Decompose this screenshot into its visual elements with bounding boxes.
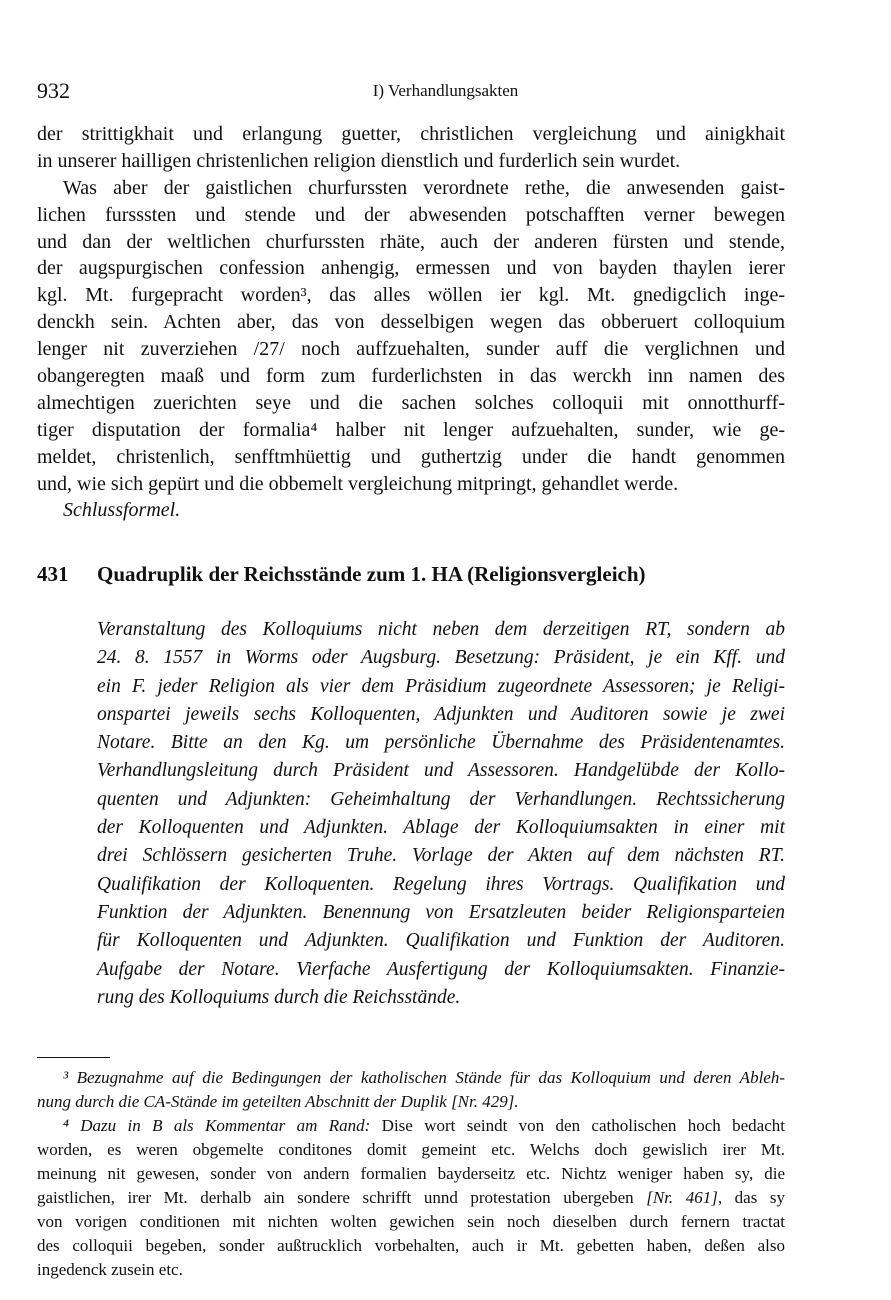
footnote-text: des colloquii begeben, sonder außtrucklich vorbehalten, auch ir Mt. gebetten haben, deßen also [37, 1236, 785, 1255]
footnote-divider [37, 1057, 110, 1058]
footnote-line [37, 1162, 785, 1186]
footnote-text: worden, es weren obgemelte conditones domit gemeint etc. Welchs doch gewislich irer Mt. [37, 1140, 785, 1159]
footnote-text: ingedenck zusein etc. [37, 1260, 183, 1279]
running-head: I) Verhandlungsakten [372, 81, 519, 100]
summary-line: der Kolloquenten und Adjunkten. Ablage der Kolloquiumsakten in einer mit [97, 817, 785, 839]
footnote-text: ³ Bezugnahme auf die Bedingungen der katholischen Stände für das Kolloquium und deren Ableh- [63, 1068, 785, 1087]
body-line: lichen fursssten und stende und der abwesenden potschafften verner bewegen [37, 203, 785, 226]
summary-line: Funktion der Adjunkten. Benennung von Ersatzleuten beider Religionsparteien [97, 901, 785, 923]
section-title: Quadruplik der Reichsstände zum 1. HA (Religionsvergleich) [97, 562, 646, 586]
page-number: 932 [37, 78, 70, 103]
summary-line: quenten und Adjunkten: Geheimhaltung der Verhandlungen. Rechtssicherung [97, 788, 785, 810]
summary-line: Verhandlungsleitung durch Präsident und Assessoren. Handgelübde der Kollo- [97, 760, 785, 782]
footnote-line [37, 1138, 785, 1162]
summary-line: Aufgabe der Notare. Vierfache Ausfertigung der Kolloquiumsakten. Finanzie- [97, 958, 785, 980]
footnote-line [37, 1090, 785, 1114]
footnote-text: [Nr. 461] [646, 1188, 718, 1207]
body-line: der strittigkhait und erlangung guetter, christlichen vergleichung und ainigkhait [37, 123, 785, 145]
body-line: lenger nit zuverziehen /27/ noch auffzuehalten, sunder auff die verglichnen und [37, 338, 785, 361]
closing-formula: Schlussformel. [63, 499, 181, 522]
footnote-line [37, 1186, 785, 1210]
summary-line: drei Schlössern gesicherten Truhe. Vorlage der Akten auf dem nächsten RT. [97, 845, 785, 867]
footnote-line [37, 1234, 785, 1258]
summary-line: ein F. jeder Religion als vier dem Präsidium zugeordnete Assessoren; je Religi- [97, 675, 785, 697]
section-summary [97, 616, 785, 1012]
footnotes [37, 1066, 785, 1282]
footnote-line [37, 1210, 785, 1234]
summary-line: rung des Kolloquiums durch die Reichsstände. [97, 986, 461, 1008]
summary-line: 24. 8. 1557 in Worms oder Augsburg. Besetzung: Präsident, je ein Kff. und [97, 647, 785, 669]
footnote-text: meinung nit gewesen, sonder von andern formalien bayderseitz etc. Nichtz weniger haben sy, die [37, 1164, 785, 1183]
body-line: denckh sein. Achten aber, das von desselbigen wegen das obberuert colloquium [37, 311, 785, 334]
summary-line: Notare. Bitte an den Kg. um persönliche Übernahme des Präsidentenamtes. [97, 732, 785, 754]
footnote-text: , das sy [717, 1188, 785, 1207]
body-line: tiger disputation der formalia⁴ halber nit lenger aufzuehalten, sunder, wie ge- [37, 418, 785, 441]
footnote-text: Dise wort seindt von den catholischen hoch bedacht [370, 1116, 785, 1135]
footnote-text: ⁴ Dazu in B als Kommentar am Rand: [63, 1116, 371, 1135]
footnote-line [37, 1258, 785, 1282]
summary-line: Veranstaltung des Kolloquiums nicht neben dem derzeitigen RT, sondern ab [97, 619, 785, 640]
footnote-line [37, 1114, 785, 1138]
summary-line: onspartei jeweils sechs Kolloquenten, Adjunkten und Auditoren sowie je zwei [97, 703, 785, 725]
body-line: meldet, christenlich, senfftmhüettig und guthertzig under die handt genommen [37, 445, 785, 468]
summary-line: für Kolloquenten und Adjunkten. Qualifikation und Funktion der Auditoren. [97, 930, 785, 952]
body-line: Was aber der gaistlichen churfurssten verordnete rethe, die anwesenden gaist- [63, 176, 785, 199]
body-line: obangeregten maaß und form zum furderlichsten in das werckh inn namen des [37, 365, 785, 388]
footnote-text: gaistlichen, irer Mt. derhalb ain sondere schrifft unnd protestation ubergeben [37, 1188, 647, 1207]
footnote-text: nung durch die CA-Stände im geteilten Abschnitt der Duplik [Nr. 429]. [37, 1092, 519, 1111]
body-line: almechtigen zuerichten seye und die sachen solches colloquii mit onnotthurff- [37, 391, 785, 414]
footnote-line [37, 1066, 785, 1090]
body-line: und, wie sich gepürt und die obbemelt vergleichung mitpringt, gehandlet werde. [37, 472, 679, 495]
body-line: in unserer hailligen christenlichen religion dienstlich und furderlich sein wurdet. [37, 149, 681, 172]
body-line: der augspurgischen confession anhengig, ermessen und von bayden thaylen ierer [37, 257, 785, 280]
body-line: und dan der weltlichen churfurssten rhäte, auch der anderen fürsten und stende, [37, 230, 785, 253]
body-text [37, 121, 785, 524]
section-number: 431 [37, 562, 69, 586]
footnote-text: von vorigen conditionen mit nichten wolten gewichen sein noch dieselben durch fernern tractat [37, 1212, 785, 1231]
section-heading [37, 562, 797, 587]
summary-line: Qualifikation der Kolloquenten. Regelung ihres Vortrags. Qualifikation und [97, 873, 785, 895]
body-line: kgl. Mt. furgepracht worden³, das alles wöllen ier kgl. Mt. gnedigclich inge- [37, 284, 785, 307]
